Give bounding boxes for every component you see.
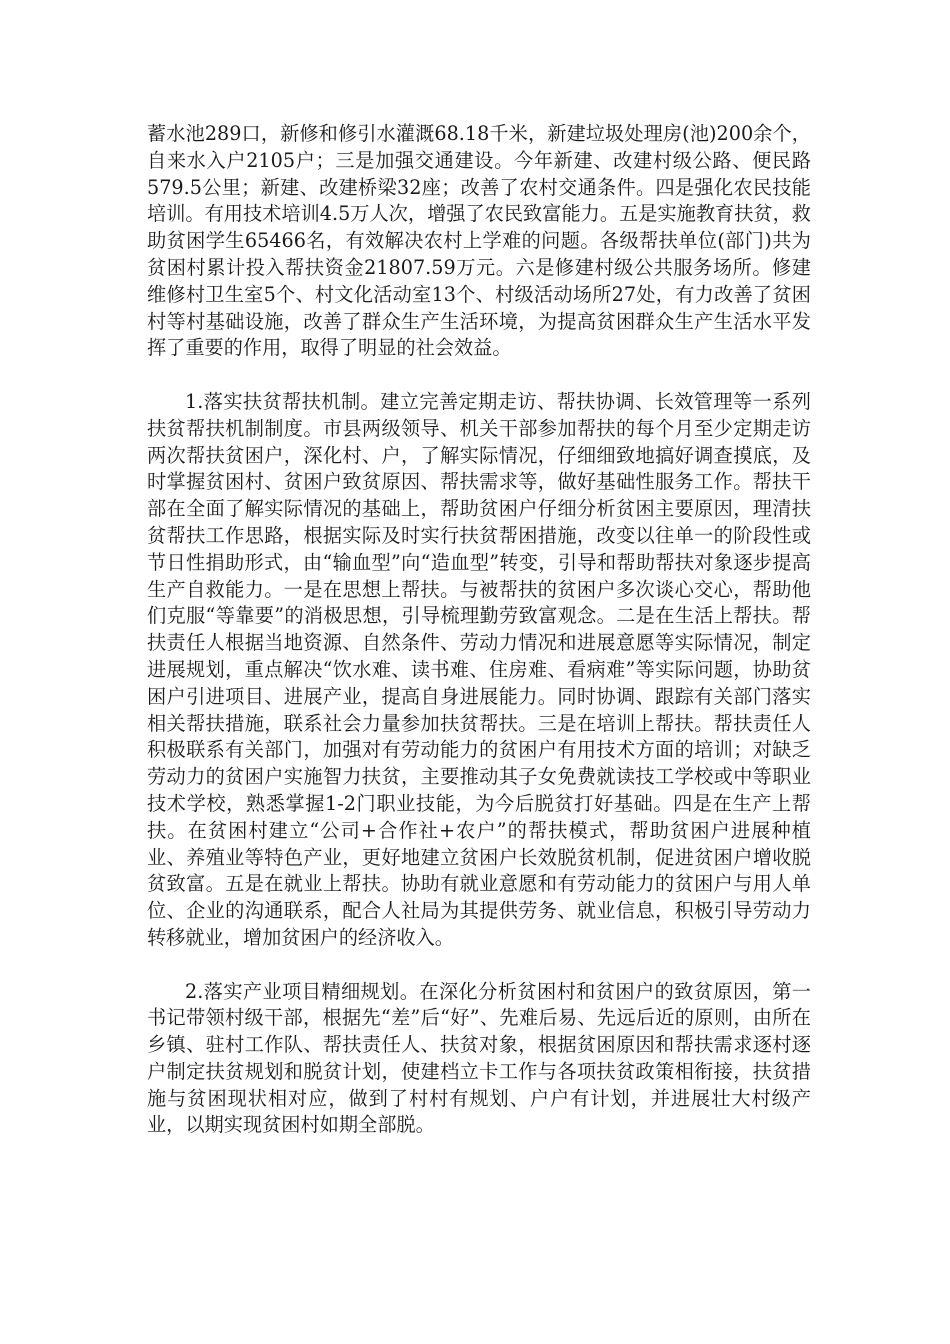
paragraph-assistance-mechanism: 1.落实扶贫帮扶机制。建立完善定期走访、帮扶协调、长效管理等一系列扶贫帮扶机制制度。市县两级领导、机关干部参加帮扶的每个月至少定期走访两次帮扶贫困户，深化村、户，了解实际情况，仔细细致地搞好调查摸底，及时掌握贫困村、贫困户致贫原因、帮扶需求等，做好基础性服务工作。帮扶干部在全面了解实际情况的基础上，帮助贫困户仔细分析贫困主要原因，理清扶贫帮扶工作思路，根据实际及时实行扶贫帮困措施，改变以往单一的阶段性或节日性捐助形式，由“输血型”向“造血型”转变，引导和帮助帮扶对象逐步提高生产自救能力。一是在思想上帮扶。与被帮扶的贫困户多次谈心交心，帮助他们克服“等靠要”的消极思想，引导梳理勤劳致富观念。二是在生活上帮扶。帮扶责任人根据当地资源、自然条件、劳动力情况和进展意愿等实际情况，制定进展规划，重点解决“饮水难、读书难、住房难、看病难”等实际问题，协助贫困户引进项目、进展产业，提高自身进展能力。同时协调、跟踪有关部门落实相关帮扶措施，联系社会力量参加扶贫帮扶。三是在培训上帮扶。帮扶责任人积极联系有关部门，加强对有劳动能力的贫困户有用技术方面的培训；对缺乏劳动力的贫困户实施智力扶贫，主要推动其子女免费就读技工学校或中等职业技术学校，熟悉掌握1-2门职业技能，为今后脱贫打好基础。四是在生产上帮扶。在贫困村建立“公司+合作社+农户”的帮扶模式，帮助贫困户进展种植业、养殖业等特色产业，更好地建立贫困户长效脱贫机制，促进贫困户增收脱贫致富。五是在就业上帮扶。协助有就业意愿和有劳动能力的贫困户与用人单位、企业的沟通联系，配合人社局为其提供劳务、就业信息，积极引导劳动力转移就业，增加贫困户的经济收入。 <box>147 389 811 949</box>
paragraph-industry-planning: 2.落实产业项目精细规划。在深化分析贫困村和贫困户的致贫原因，第一书记带领村级干部，根据先“差”后“好”、先难后易、先远后近的原则，由所在乡镇、驻村工作队、帮扶责任人、扶贫对象，根据贫困原因和帮扶需求逐村逐户制定扶贫规划和脱贫计划，使建档立卡工作与各项扶贫政策相衔接，扶贫措施与贫困现状相对应，做到了村村有规划、户户有计划，并进展壮大村级产业，以期实现贫困村如期全部脱。 <box>147 979 811 1137</box>
paragraph-spacer <box>147 952 811 979</box>
paragraph-infrastructure-summary: 蓄水池289口，新修和修引水灌溉68.18千米，新建垃圾处理房(池)200余个，自来水入户2105户；三是加强交通建设。今年新建、改建村级公路、便民路579.5公里；新建、改建桥梁32座；改善了农村交通条件。四是强化农民技能培训。有用技术培训4.5万人次，增强了农民致富能力。五是实施教育扶贫，救助贫困学生65466名，有效解决农村上学难的问题。各级帮扶单位(部门)共为贫困村累计投入帮扶资金21807.59万元。六是修建村级公共服务场所。修建维修村卫生室5个、村文化活动室13个、村级活动场所27处，有力改善了贫困村等村基础设施，改善了群众生产生活环境，为提高贫困群众生产生活水平发挥了重要的作用，取得了明显的社会效益。 <box>147 122 811 360</box>
paragraph-spacer <box>147 362 811 389</box>
document-page <box>147 121 811 1139</box>
